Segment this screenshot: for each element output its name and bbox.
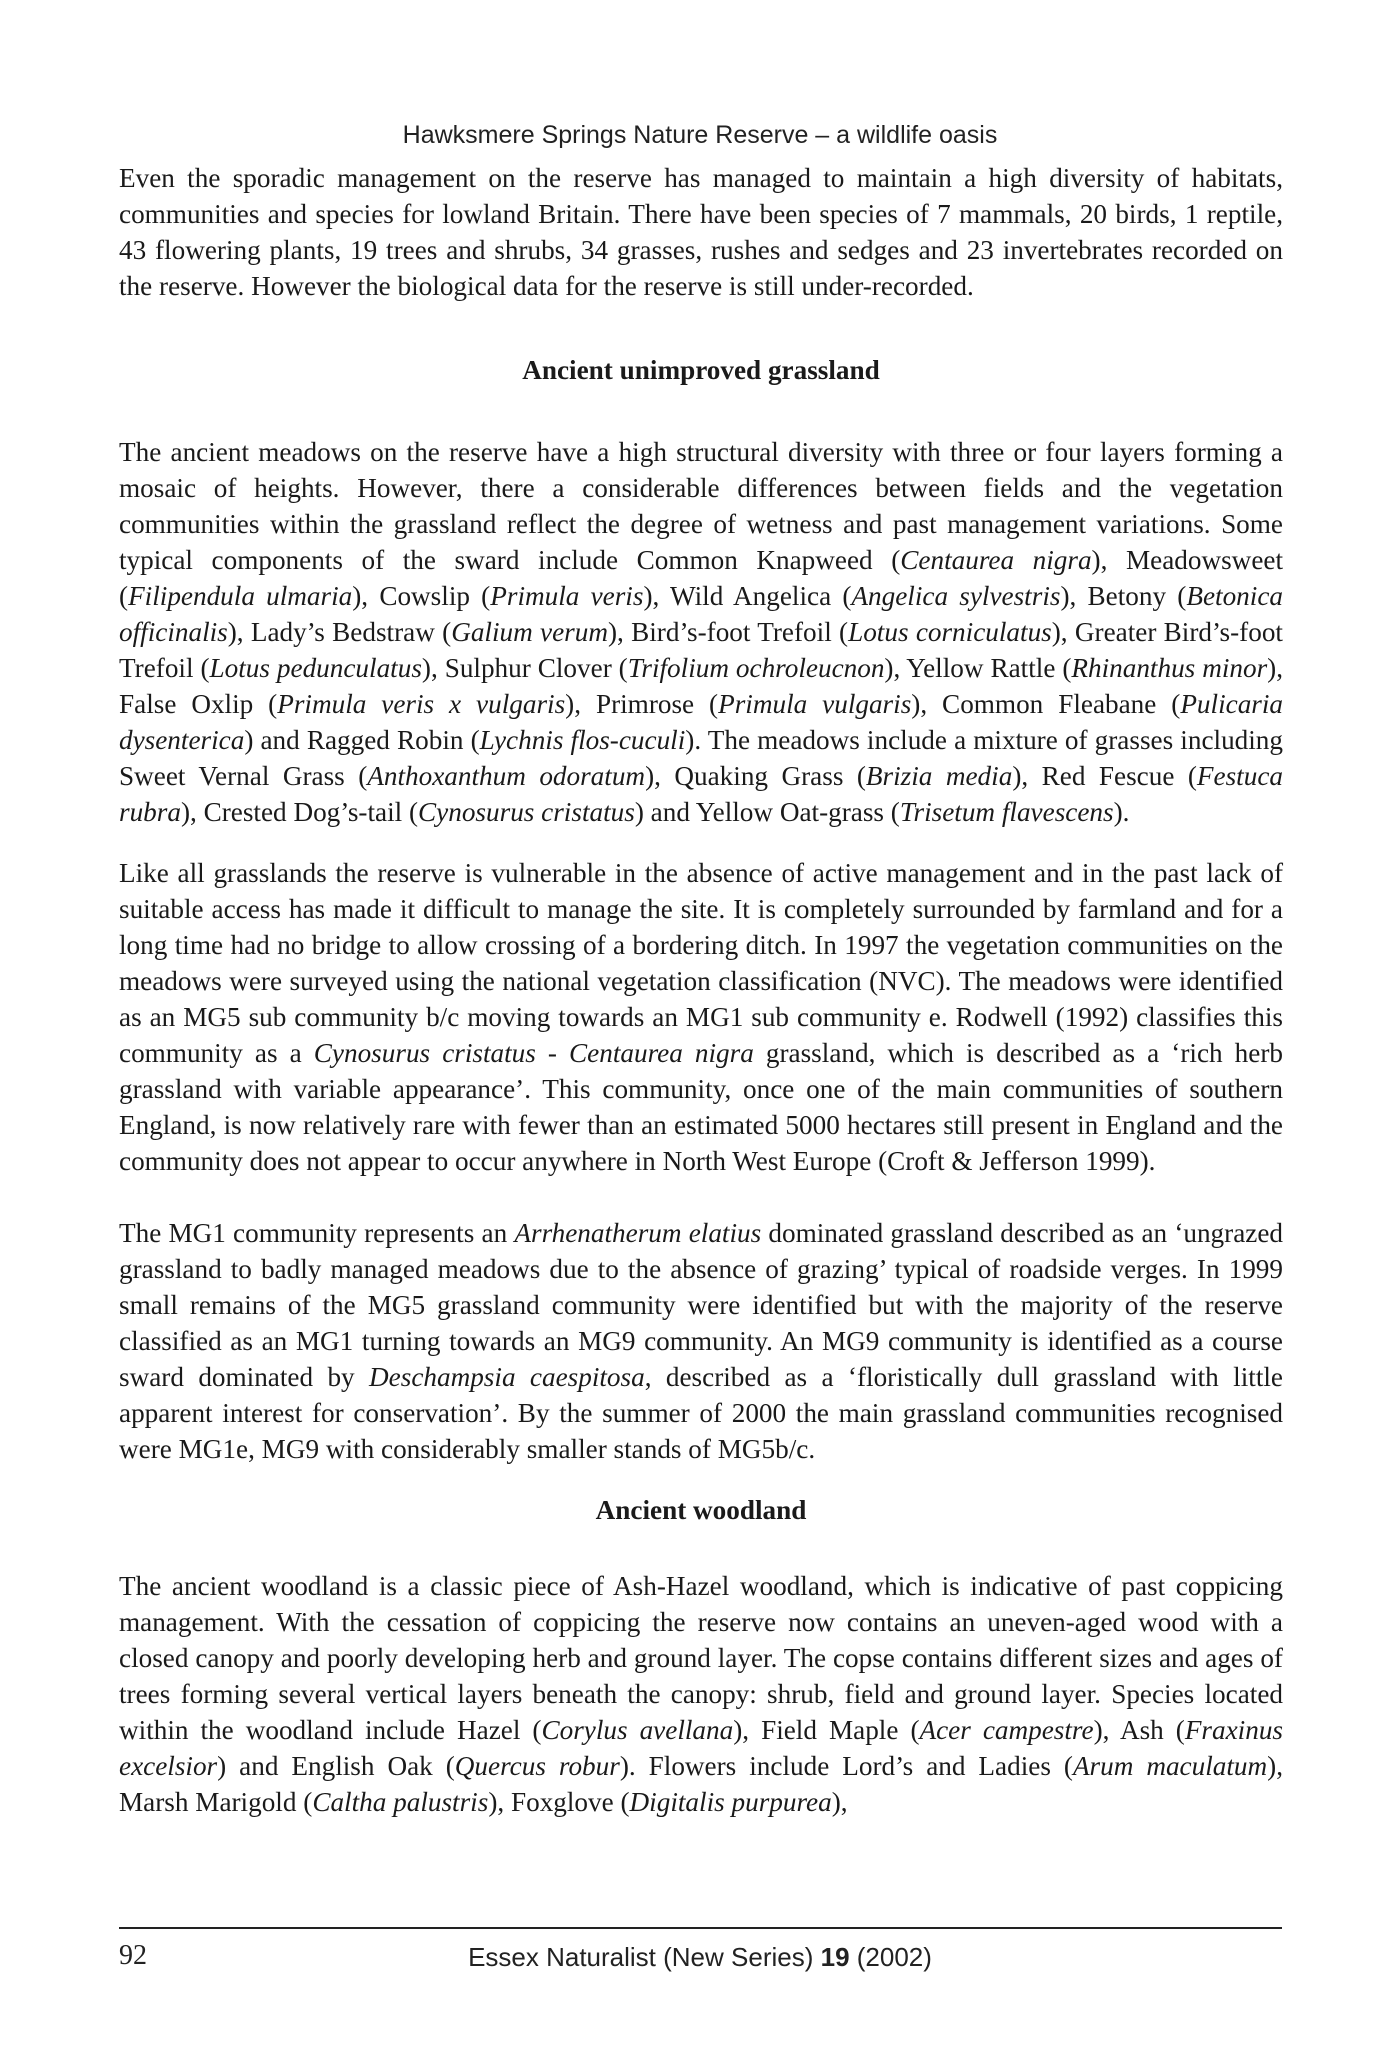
text-run: ), Meadowsweet (	[119, 545, 1284, 611]
text-run: ), Field Maple (	[733, 1715, 920, 1745]
species-name: Caltha palustris	[312, 1787, 489, 1817]
text-run: ) and English Oak (	[217, 1751, 455, 1781]
text-run: ), Crested Dog’s-tail (	[180, 797, 419, 827]
species-name: Primula veris	[490, 581, 644, 611]
species-name: Lychnis flos-cuculi	[479, 725, 686, 755]
species-name: Primula vulgaris	[718, 689, 912, 719]
text-run: ), Betony (	[1060, 581, 1187, 611]
text-run: ), Bird’s-foot Trefoil (	[607, 617, 849, 647]
journal-name: Essex Naturalist (New Series)	[468, 1942, 814, 1972]
species-name: Filipendula ulmaria	[128, 581, 353, 611]
text-run: ), Primrose (	[565, 689, 719, 719]
species-name: Arrhenatherum elatius	[514, 1218, 762, 1248]
journal-citation	[0, 1942, 1400, 1973]
text-run: Like all grasslands the reserve is vulnerable in the absence of active management and in the past lack of suitable access has made it difficult to manage the site. It is completely surrounded by farmland and for a long time had no bridge to allow crossing of a bordering ditch. In 1997 the vegetation communities on the meadows were surveyed using the national vegetation classification (NVC). The meadows were identified as an MG5 sub community b/c moving towards an MG1 sub community e. Rodwell (1992) classifies this community as a	[119, 858, 1283, 1068]
text-run: ), Greater Bird’s-foot Trefoil (	[119, 617, 1283, 683]
woodland-paragraph-1	[119, 1568, 1283, 1820]
species-name: Festuca rubra	[119, 761, 1283, 827]
text-run: ), Common Fleabane (	[911, 689, 1181, 719]
text-run: ), Wild Angelica (	[643, 581, 852, 611]
text-run: ) and Yellow Oat-grass (	[634, 797, 900, 827]
species-name: Cynosurus cristatus - Centaurea nigra	[313, 1038, 754, 1068]
text-run: The ancient woodland is a classic piece of Ash-Hazel woodland, which is indicative of past coppicing management. With the cessation of coppicing the reserve now contains an uneven-aged wood with a closed canopy and poorly developing herb and ground layer. The copse contains different sizes and ages of trees forming several vertical layers beneath the canopy: shrub, field and ground layer. Species located within the woodland include Hazel (	[119, 1571, 1283, 1745]
species-name: Angelica sylvestris	[851, 581, 1061, 611]
species-name: Brizia media	[865, 761, 1013, 791]
species-name: Arum maculatum	[1072, 1751, 1268, 1781]
text-run: ), False Oxlip (	[119, 653, 1284, 719]
species-name: Corylus avellana	[541, 1715, 734, 1745]
text-run: ), Quaking Grass (	[645, 761, 866, 791]
text-run: ),	[831, 1787, 848, 1817]
species-name: Trisetum flavescens	[899, 797, 1114, 827]
text-run: The ancient meadows on the reserve have a high structural diversity with three or four layers forming a mosaic of heights. However, there a considerable differences between fields and the vegetation communities within the grassland reflect the degree of wetness and past management variations. Some typical components of the sward include Common Knapweed (	[119, 437, 1283, 575]
species-name: Acer campestre	[919, 1715, 1094, 1745]
text-run: , described as a ‘floristically dull grassland with little apparent interest for conservation’. By the summer of 2000 the main grassland communities recognised were MG1e, MG9 with considerably smaller stands of MG5b/c.	[119, 1362, 1283, 1464]
section-heading-grassland: Ancient unimproved grassland	[522, 355, 880, 385]
species-name: Pulicaria dysenterica	[119, 689, 1284, 755]
text-run: ).	[1113, 797, 1130, 827]
species-name: Anthoxanthum odoratum	[367, 761, 646, 791]
text-run: ). The meadows include a mixture of grasses including Sweet Vernal Grass (	[119, 725, 1283, 791]
page-number: 92	[119, 1940, 147, 1971]
species-name: Primula veris x vulgaris	[277, 689, 566, 719]
body-column	[119, 160, 1283, 1820]
text-run: grassland, which is described as a ‘rich herb grassland with variable appearance’. This community, once one of the main communities of southern England, is now relatively rare with fewer than an estimated 5000 hectares still present in England and the community does not appear to occur anywhere in North West Europe (Croft & Jefferson 1999).	[119, 1038, 1283, 1176]
grassland-paragraph-2	[119, 855, 1283, 1179]
text-run: dominated grassland described as an ‘ungrazed grassland to badly managed meadows due to the absence of grazing’ typical of roadside verges. In 1999 small remains of the MG5 grassland community were identified but with the majority of the reserve classified as an MG1 turning towards an MG9 community. An MG9 community is identified as a course sward dominated by	[119, 1218, 1283, 1392]
species-name: Trifolium ochroleucnon	[627, 653, 885, 683]
species-name: Centaurea nigra	[900, 545, 1092, 575]
text-run: ), Yellow Rattle (	[884, 653, 1072, 683]
text-run: ) and Ragged Robin (	[244, 725, 480, 755]
species-name: Quercus robur	[454, 1751, 620, 1781]
text-run: ), Lady’s Bedstraw (	[227, 617, 452, 647]
intro-paragraph: Even the sporadic management on the reserve has managed to maintain a high diversity of habitats, communities and species for lowland Britain. There have been species of 7 mammals, 20 birds, 1 reptile, 43 flowering plants, 19 trees and shrubs, 34 grasses, rushes and sedges and 23 invertebrates recorded on the reserve. However the biological data for the reserve is still under-recorded.	[119, 163, 1283, 301]
species-name: Rhinanthus minor	[1071, 653, 1268, 683]
species-name: Lotus corniculatus	[848, 617, 1052, 647]
grassland-paragraph-1	[119, 434, 1283, 830]
species-name: Betonica officinalis	[119, 581, 1283, 647]
journal-year: (2002)	[856, 1942, 932, 1972]
text-run: ), Foxglove (	[488, 1787, 630, 1817]
journal-volume: 19	[820, 1942, 850, 1972]
text-run: ), Red Fescue (	[1012, 761, 1197, 791]
text-run: ). Flowers include Lord’s and Ladies (	[619, 1751, 1073, 1781]
species-name: Digitalis purpurea	[629, 1787, 832, 1817]
text-run: The MG1 community represents an	[119, 1218, 515, 1248]
footer-divider	[119, 1927, 1282, 1929]
text-run: ), Marsh Marigold (	[119, 1751, 1284, 1817]
text-run: ), Ash (	[1093, 1715, 1185, 1745]
text-run: ), Sulphur Clover (	[421, 653, 628, 683]
species-name: Fraxinus excelsior	[119, 1715, 1283, 1781]
species-name: Deschampsia caespitosa	[369, 1362, 645, 1392]
running-header: Hawksmere Springs Nature Reserve – a wildlife oasis	[402, 121, 998, 149]
species-name: Cynosurus cristatus	[418, 797, 635, 827]
section-heading-woodland: Ancient woodland	[595, 1495, 807, 1525]
species-name: Lotus pedunculatus	[209, 653, 422, 683]
species-name: Galium verum	[451, 617, 608, 647]
text-run: ), Cowslip (	[352, 581, 491, 611]
grassland-paragraph-3	[119, 1215, 1283, 1467]
